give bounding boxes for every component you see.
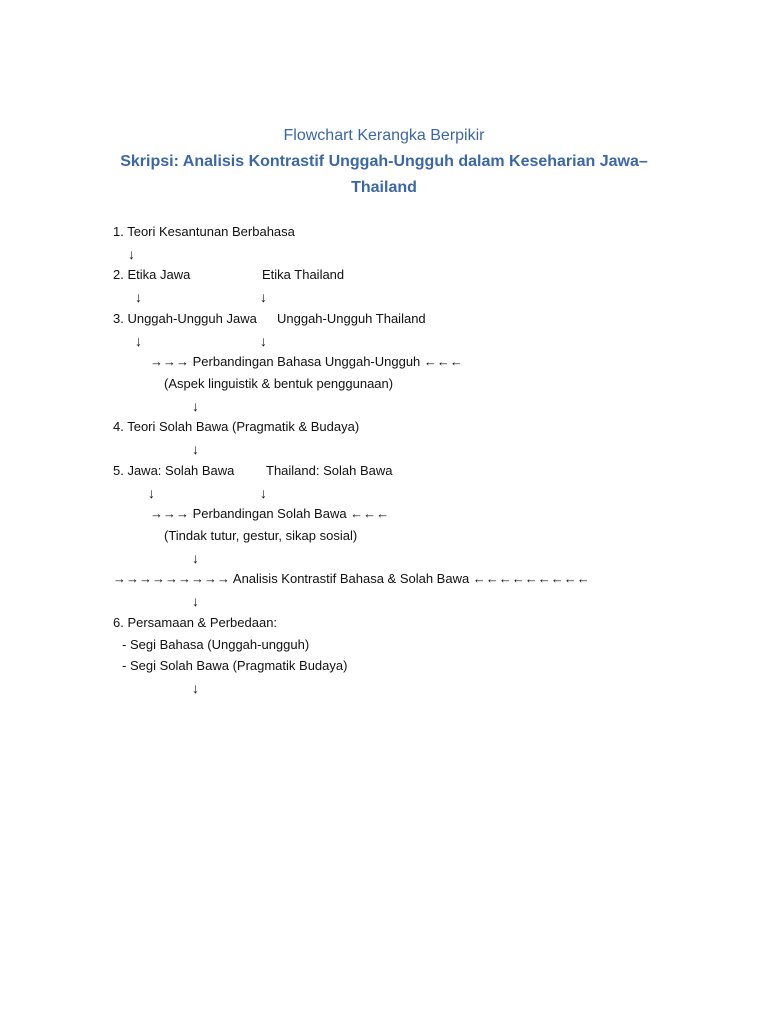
comparison-solah-bawa-note: (Tindak tutur, gestur, sikap sosial) [164, 528, 358, 543]
step-1-kesantunan: 1. Teori Kesantunan Berbahasa [113, 224, 295, 239]
step-3-unggah-ungguh-jawa: 3. Unggah-Ungguh Jawa [113, 311, 257, 326]
step-5-thailand-solah-bawa: Thailand: Solah Bawa [266, 463, 393, 478]
arrow-down-icon: ↓ [260, 485, 267, 501]
arrow-down-icon: ↓ [192, 398, 199, 414]
arrow-down-icon: ↓ [260, 333, 267, 349]
arrow-down-icon: ↓ [260, 289, 267, 305]
comparison-language: →→→ Perbandingan Bahasa Unggah-Ungguh ←←← [150, 354, 463, 369]
step-4-solah-bawa-theory: 4. Teori Solah Bawa (Pragmatik & Budaya) [113, 419, 360, 434]
step-2-etika-jawa: 2. Etika Jawa [113, 267, 191, 282]
document-title: Flowchart Kerangka Berpikir [283, 127, 485, 144]
step-3-unggah-ungguh-thailand: Unggah-Ungguh Thailand [277, 311, 426, 326]
arrow-down-icon: ↓ [192, 441, 199, 457]
step-6-item-language: - Segi Bahasa (Unggah-ungguh) [122, 637, 310, 652]
step-6-similarities-differences: 6. Persamaan & Perbedaan: [113, 615, 278, 630]
document-subtitle-line2: Thailand [351, 179, 417, 196]
contrastive-analysis: →→→→→→→→→ Analisis Kontrastif Bahasa & Solah Bawa ←←←←←←←←← [113, 571, 590, 586]
document-subtitle-line1: Skripsi: Analisis Kontrastif Unggah-Ungguh dalam Keseharian Jawa– [120, 153, 648, 170]
arrow-down-icon: ↓ [148, 485, 155, 501]
arrow-down-icon: ↓ [128, 246, 135, 262]
step-5-jawa-solah-bawa: 5. Jawa: Solah Bawa [113, 463, 235, 478]
arrow-down-icon: ↓ [192, 680, 199, 696]
arrow-down-icon: ↓ [192, 550, 199, 566]
arrow-down-icon: ↓ [192, 593, 199, 609]
comparison-solah-bawa: →→→ Perbandingan Solah Bawa ←←← [150, 506, 390, 521]
comparison-language-note: (Aspek linguistik & bentuk penggunaan) [164, 376, 394, 391]
step-2-etika-thailand: Etika Thailand [262, 267, 345, 282]
arrow-down-icon: ↓ [135, 289, 142, 305]
arrow-down-icon: ↓ [135, 333, 142, 349]
step-6-item-solah-bawa: - Segi Solah Bawa (Pragmatik Budaya) [122, 658, 348, 673]
